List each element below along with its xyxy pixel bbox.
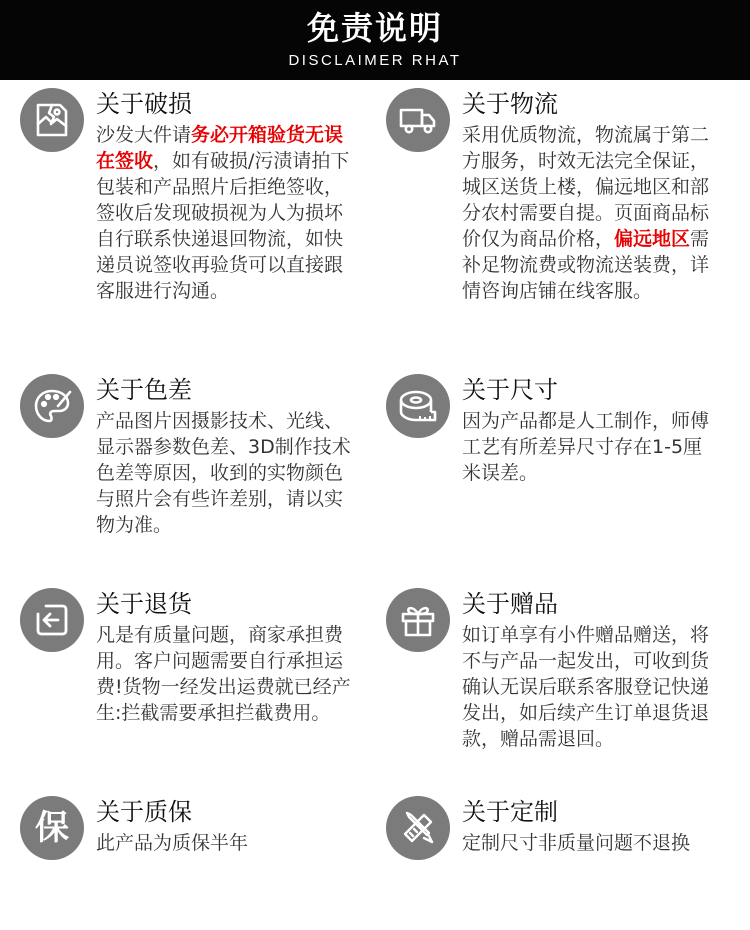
- return-icon: [20, 588, 84, 652]
- section-heading: 关于物流: [462, 90, 558, 118]
- section-heading: 关于尺寸: [462, 376, 558, 404]
- bao-character-icon-glyph: 保: [35, 808, 69, 848]
- section-damage: [20, 88, 370, 338]
- body-line: [96, 148, 349, 174]
- body-text: 不与产品一起发出，可收到货: [462, 650, 710, 672]
- body-line: [96, 174, 349, 200]
- body-text: ，如有破损/污渍请拍下: [153, 150, 350, 172]
- section-heading: 关于色差: [96, 376, 192, 404]
- pencil-ruler-icon: [386, 796, 450, 860]
- body-line: [462, 200, 709, 226]
- section-body: [96, 622, 351, 726]
- body-text: 递员说签收再验货可以直接跟: [96, 254, 344, 276]
- section-heading: 关于质保: [96, 798, 192, 826]
- body-text: 分农村需要自提。页面商品标: [462, 202, 710, 224]
- body-line: [96, 278, 349, 304]
- body-text: 沙发大件请: [96, 124, 192, 146]
- body-text: 自行联系快递退回物流，如快: [96, 228, 344, 250]
- section-heading: 关于定制: [462, 798, 558, 826]
- body-text: 物为准。: [96, 514, 173, 536]
- body-text: 城区送货上楼，偏远地区和部: [462, 176, 710, 198]
- body-text: 发出，如后续产生订单退货退: [462, 702, 710, 724]
- body-line: [462, 252, 709, 278]
- section-heading: 关于退货: [96, 590, 192, 618]
- body-text: 采用优质物流，物流属于第二: [462, 124, 710, 146]
- body-line: [96, 486, 351, 512]
- highlight-text: 务必开箱验货无误: [191, 124, 344, 146]
- body-line: [462, 622, 709, 648]
- body-line: [462, 174, 709, 200]
- image-broken-icon: [20, 88, 84, 152]
- body-line: [96, 122, 349, 148]
- page-subtitle: DISCLAIMER RHAT: [288, 52, 462, 69]
- body-line: [96, 512, 351, 538]
- bao-character-icon: [20, 796, 84, 860]
- body-text: 米误差。: [462, 462, 539, 484]
- disclaimer-header: [0, 0, 750, 80]
- body-line: [96, 434, 351, 460]
- section-body: [462, 122, 709, 304]
- body-text: 情咨询店铺在线客服。: [462, 280, 653, 302]
- body-text: 补足物流费或物流送装费，详: [462, 254, 710, 276]
- section-warranty: [20, 796, 370, 866]
- body-line: [96, 830, 248, 856]
- body-text: 用。客户问题需要自行承担运: [96, 650, 344, 672]
- section-body: [96, 122, 349, 304]
- body-text: 色差等原因，收到的实物颜色: [96, 462, 344, 484]
- gift-icon: [386, 588, 450, 652]
- body-line: [96, 408, 351, 434]
- section-return: [20, 588, 370, 748]
- body-line: [96, 648, 351, 674]
- body-line: [96, 200, 349, 226]
- body-text: 显示器参数色差、3D制作技术: [96, 436, 351, 458]
- body-line: [462, 278, 709, 304]
- body-text: 如订单享有小件赠品赠送，将: [462, 624, 710, 646]
- section-heading: 关于破损: [96, 90, 192, 118]
- body-line: [96, 622, 351, 648]
- section-custom: [386, 796, 736, 866]
- body-line: [462, 408, 709, 434]
- section-gift: [386, 588, 736, 768]
- section-body: [462, 830, 690, 856]
- body-line: [96, 226, 349, 252]
- body-text: 包装和产品照片后拒绝签收，: [96, 176, 344, 198]
- body-line: [462, 460, 709, 486]
- body-text: 方服务，时效无法完全保证，: [462, 150, 710, 172]
- palette-icon: [20, 374, 84, 438]
- body-text: 生:拦截需要承担拦截费用。: [96, 702, 331, 724]
- section-logistics: [386, 88, 736, 338]
- body-line: [96, 674, 351, 700]
- body-text: 确认无误后联系客服登记快递: [462, 676, 710, 698]
- body-text: 定制尺寸非质量问题不退换: [462, 832, 691, 854]
- section-body: [462, 408, 709, 486]
- body-line: [462, 148, 709, 174]
- body-text: 签收后发现破损视为人为损坏: [96, 202, 344, 224]
- body-text: 与照片会有些许差别，请以实: [96, 488, 344, 510]
- section-body: [96, 830, 248, 856]
- body-text: 款，赠品需退回。: [462, 728, 615, 750]
- tape-measure-icon: [386, 374, 450, 438]
- section-color: [20, 374, 370, 564]
- body-line: [462, 830, 690, 856]
- body-line: [96, 252, 349, 278]
- body-line: [462, 122, 709, 148]
- section-size: [386, 374, 736, 564]
- body-line: [462, 648, 709, 674]
- section-body: [462, 622, 709, 752]
- body-line: [462, 726, 709, 752]
- body-text: 客服进行沟通。: [96, 280, 230, 302]
- body-text: 价仅为商品价格，: [462, 228, 615, 250]
- highlight-text: 在签收: [96, 150, 154, 172]
- body-text: 工艺有所差异尺寸存在1-5厘: [462, 436, 703, 458]
- body-text: 需: [690, 228, 710, 250]
- body-text: 费!货物一经发出运费就已经产: [96, 676, 351, 698]
- body-text: 此产品为质保半年: [96, 832, 249, 854]
- truck-icon: [386, 88, 450, 152]
- body-text: 产品图片因摄影技术、光线、: [96, 410, 344, 432]
- page-title: 免责说明: [306, 9, 443, 47]
- body-line: [96, 700, 351, 726]
- body-line: [462, 700, 709, 726]
- section-heading: 关于赠品: [462, 590, 558, 618]
- body-line: [462, 674, 709, 700]
- body-text: 因为产品都是人工制作，师傅: [462, 410, 710, 432]
- body-text: 凡是有质量问题，商家承担费: [96, 624, 344, 646]
- highlight-text: 偏远地区: [614, 228, 691, 250]
- body-line: [462, 434, 709, 460]
- body-line: [96, 460, 351, 486]
- section-body: [96, 408, 351, 538]
- body-line: [462, 226, 709, 252]
